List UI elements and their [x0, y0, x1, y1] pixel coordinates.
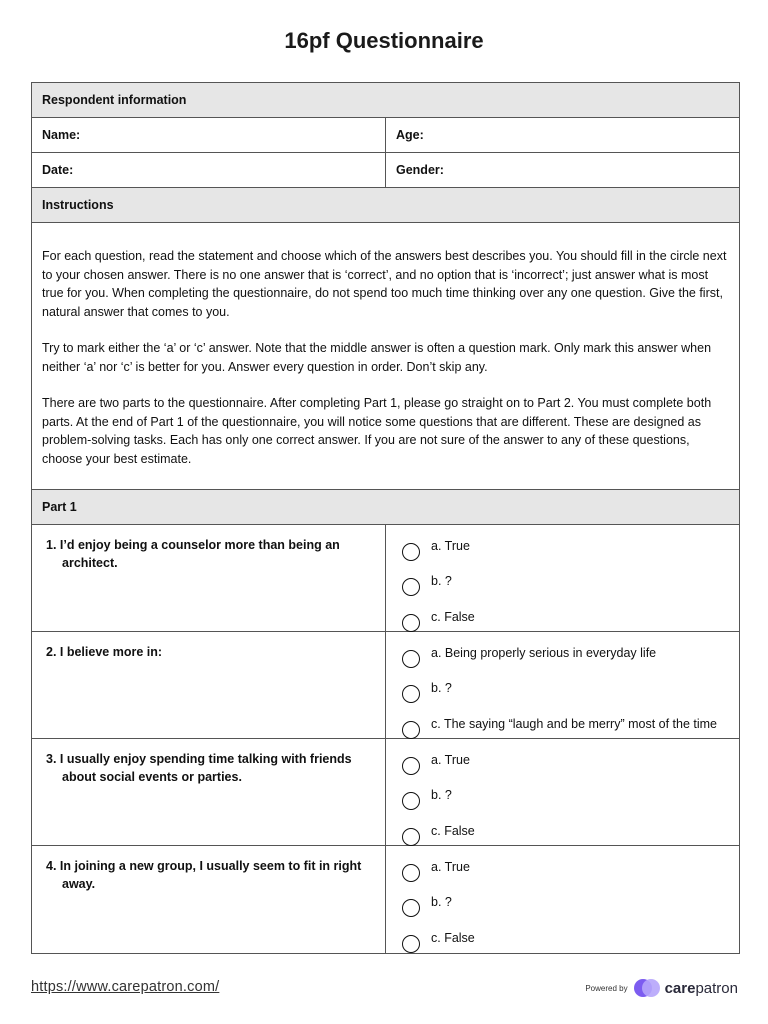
- question-text: [32, 739, 386, 845]
- option-label: a. Being properly serious in everyday life: [431, 645, 657, 660]
- question-row-1: [32, 525, 739, 632]
- instructions-text: [32, 223, 739, 489]
- radio-circle-icon[interactable]: [402, 685, 420, 703]
- option-label: b. ?: [431, 574, 452, 589]
- gender-field[interactable]: [386, 153, 739, 187]
- answer-option[interactable]: [402, 745, 739, 781]
- questionnaire-form: [31, 82, 740, 954]
- answer-option[interactable]: [402, 567, 739, 603]
- option-label: a. True: [431, 538, 470, 553]
- question-text: [32, 525, 386, 631]
- instructions-paragraph: For each question, read the statement and choose which of the answers best describes you. You should fill in the circle next to your chosen answer. There is no one answer that is ‘correct’, and no option that is ‘incorrect’; just answer what is most true for you. When completing the questionnaire, do not spend too much time thinking over any one question. Give the first, natural answer that comes to you.: [42, 249, 727, 319]
- option-label: b. ?: [431, 895, 452, 910]
- answer-option[interactable]: [402, 923, 739, 959]
- part1-header: [32, 490, 739, 525]
- radio-circle-icon[interactable]: [402, 864, 420, 882]
- answer-options: [386, 525, 739, 631]
- answer-option[interactable]: [402, 888, 739, 924]
- radio-circle-icon[interactable]: [402, 899, 420, 917]
- respondent-header: [32, 83, 739, 118]
- answer-option[interactable]: [402, 852, 739, 888]
- option-label: c. The saying “laugh and be merry” most of the time: [431, 716, 718, 731]
- question-row-4: [32, 846, 739, 953]
- brand-name-bold: care: [664, 979, 696, 997]
- brand-name: [665, 980, 738, 997]
- instructions-paragraph: Try to mark either the ‘a’ or ‘c’ answer. Note that the middle answer is often a question mark. Only mark this answer when neither ‘a’ nor ‘c’ is better for you. Answer every question in order. Don’t skip any.: [42, 341, 712, 374]
- radio-circle-icon[interactable]: [402, 792, 420, 810]
- carepatron-link[interactable]: https://www.carepatron.com/: [31, 979, 220, 995]
- question-text: [32, 846, 386, 953]
- date-label: Date:: [42, 163, 74, 177]
- question-text: [32, 632, 386, 738]
- option-label: c. False: [431, 930, 475, 945]
- radio-circle-icon[interactable]: [402, 721, 420, 739]
- question-row-2: [32, 632, 739, 739]
- question-4-text: 4. In joining a new group, I usually seem to fit in right away.: [46, 859, 362, 891]
- option-label: b. ?: [431, 788, 452, 803]
- answer-option[interactable]: [402, 638, 739, 674]
- gender-label: Gender:: [396, 163, 444, 177]
- radio-circle-icon[interactable]: [402, 828, 420, 846]
- option-label: b. ?: [431, 681, 452, 696]
- question-3-text: 3. I usually enjoy spending time talking with friends about social events or parties.: [46, 752, 352, 784]
- radio-circle-icon[interactable]: [402, 935, 420, 953]
- respondent-row-1: [32, 118, 739, 153]
- respondent-row-2: [32, 153, 739, 188]
- answer-options: [386, 739, 739, 845]
- instructions-header: [32, 188, 739, 223]
- answer-options: [386, 632, 739, 738]
- question-2-text: 2. I believe more in:: [46, 645, 163, 659]
- option-label: c. False: [431, 609, 475, 624]
- radio-circle-icon[interactable]: [402, 578, 420, 596]
- date-field[interactable]: [32, 153, 386, 187]
- age-label: Age:: [396, 128, 424, 142]
- carepatron-logo-icon: [634, 978, 660, 998]
- respondent-header-label: Respondent information: [42, 93, 187, 107]
- answer-options: [386, 846, 739, 953]
- radio-circle-icon[interactable]: [402, 757, 420, 775]
- instructions-paragraph: There are two parts to the questionnaire. After completing Part 1, please go straight on to Part 2. You must complete both parts. At the end of Part 1 of the questionnaire, you will notice some questions that are different. These are designed as problem-solving tasks. Each has only one correct answer. If you are not sure of the answer to any of these questions, choose your best estimate.: [42, 396, 712, 466]
- brand-name-light: patron: [695, 979, 738, 997]
- powered-by-text: Powered by: [585, 983, 628, 993]
- carepatron-branding: [585, 978, 738, 998]
- radio-circle-icon[interactable]: [402, 650, 420, 668]
- option-label: c. False: [431, 823, 475, 838]
- radio-circle-icon[interactable]: [402, 543, 420, 561]
- instructions-body: [32, 223, 739, 490]
- option-label: a. True: [431, 859, 470, 874]
- radio-circle-icon[interactable]: [402, 614, 420, 632]
- question-row-3: [32, 739, 739, 846]
- answer-option[interactable]: [402, 781, 739, 817]
- answer-option[interactable]: [402, 674, 739, 710]
- name-field[interactable]: [32, 118, 386, 152]
- answer-option[interactable]: [402, 531, 739, 567]
- question-1-text: 1. I’d enjoy being a counselor more than being an architect.: [46, 538, 340, 570]
- instructions-header-label: Instructions: [42, 198, 114, 212]
- option-label: a. True: [431, 752, 470, 767]
- name-label: Name:: [42, 128, 81, 142]
- age-field[interactable]: [386, 118, 739, 152]
- part1-header-label: Part 1: [42, 500, 77, 514]
- page-title: 16pf Questionnaire: [284, 28, 484, 53]
